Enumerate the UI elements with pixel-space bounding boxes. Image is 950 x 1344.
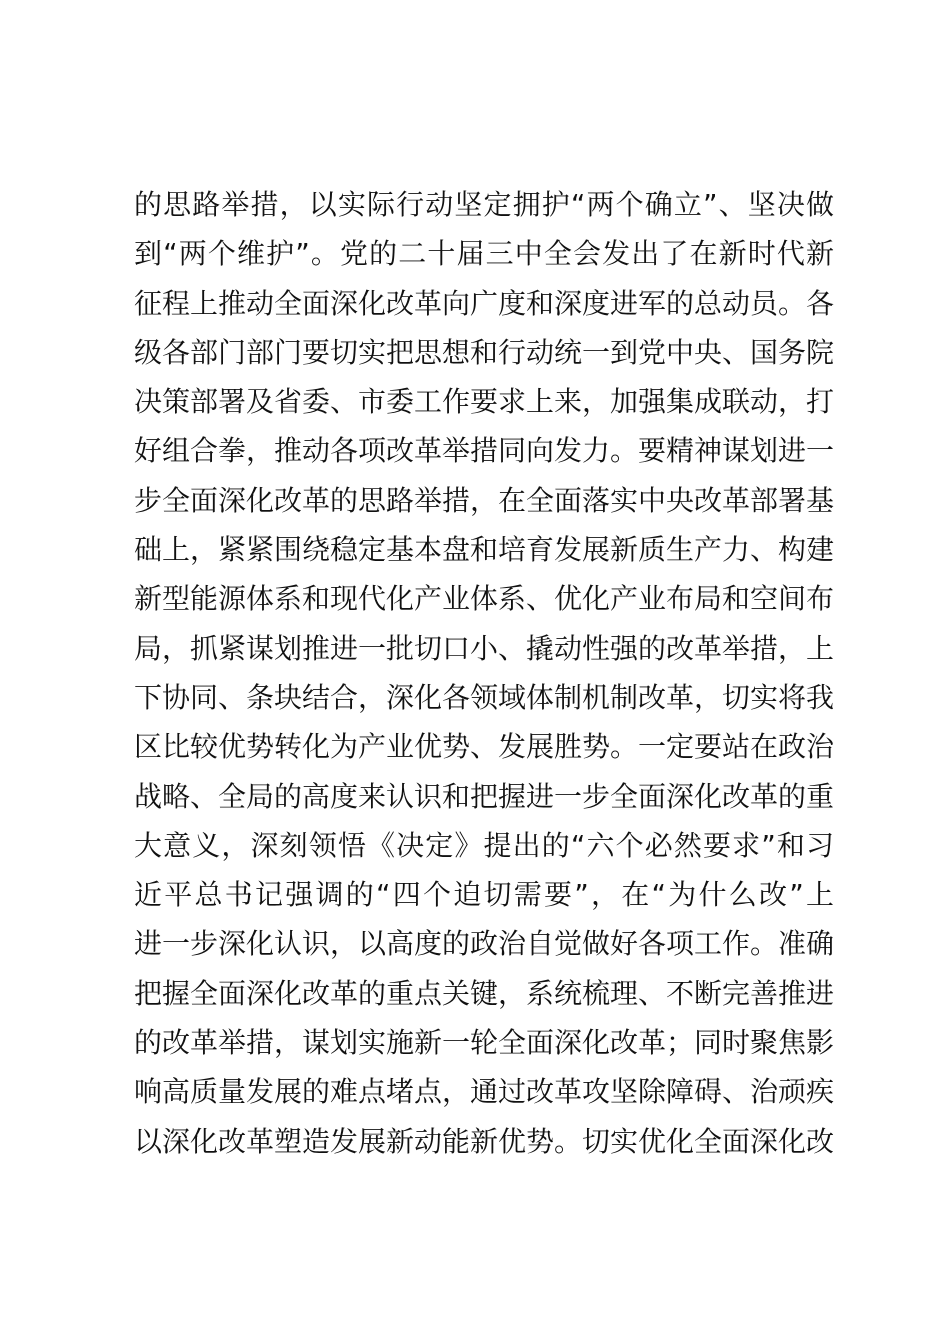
text-line: 级各部门部门要切实把思想和行动统一到党中央、国务院 [134, 335, 835, 369]
text-line: 征程上推动全面深化改革向广度和深度进军的总动员。各 [134, 286, 835, 320]
text-line: 把握全面深化改革的重点关键，系统梳理、不断完善推进 [134, 976, 835, 1010]
text-line: 局，抓紧谋划推进一批切口小、撬动性强的改革举措，上 [134, 631, 835, 665]
text-line: 下协同、条块结合，深化各领域体制机制改革，切实将我 [134, 680, 835, 714]
text-line: 以深化改革塑造发展新动能新优势。切实优化全面深化改 [134, 1124, 835, 1158]
text-line: 区比较优势转化为产业优势、发展胜势。一定要站在政治 [134, 730, 835, 764]
text-line: 础上，紧紧围绕稳定基本盘和培育发展新质生产力、构建 [134, 533, 835, 567]
text-line: 到“两个维护”。党的二十届三中全会发出了在新时代新 [134, 237, 834, 271]
text-line: 近平总书记强调的“四个迫切需要”，在“为什么改”上 [134, 878, 834, 912]
text-line: 的思路举措，以实际行动坚定拥护“两个确立”、坚决做 [134, 188, 834, 221]
text-line: 响高质量发展的难点堵点，通过改革攻坚除障碍、治顽疾 [134, 1075, 835, 1109]
text-line: 进一步深化认识，以高度的政治自觉做好各项工作。准确 [134, 927, 835, 961]
text-line: 新型能源体系和现代化产业体系、优化产业布局和空间布 [134, 582, 835, 616]
text-line: 的改革举措，谋划实施新一轮全面深化改革；同时聚焦影 [134, 1026, 835, 1060]
text-line: 好组合拳，推动各项改革举措同向发力。要精神谋划进一 [134, 434, 835, 468]
text-line: 战略、全局的高度来认识和把握进一步全面深化改革的重 [134, 779, 835, 813]
body-paragraph [134, 180, 834, 1166]
text-line: 大意义，深刻领悟《决定》提出的“六个必然要求”和习 [134, 828, 834, 862]
text-line: 决策部署及省委、市委工作要求上来，加强集成联动，打 [134, 385, 835, 419]
text-line: 步全面深化改革的思路举措，在全面落实中央改革部署基 [134, 483, 835, 517]
